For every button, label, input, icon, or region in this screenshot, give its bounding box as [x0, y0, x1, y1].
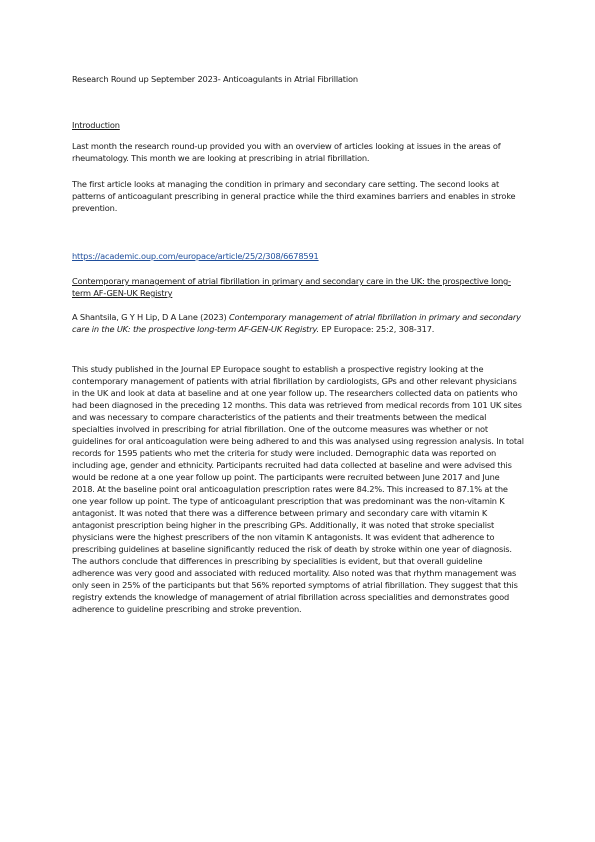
article-link[interactable]: [72, 250, 524, 262]
citation-authors: A Shantsila, G Y H Lip, D A Lane (2023): [72, 312, 227, 322]
article-url-link[interactable]: https://academic.oup.com/europace/article/25/2/308/6678591: [72, 251, 319, 261]
article-heading: Contemporary management of atrial fibrillation in primary and secondary care in the UK: the prospective long-term AF-GEN-UK Registry: [72, 276, 511, 298]
article-summary: This study published in the Journal EP Europace sought to establish a prospective registry looking at the contemporary management of patients with atrial fibrillation by cardiologists, GPs and other relevant physicians in the UK and look at data at baseline and at one year follow up. The researchers collected data on patients who had been diagnosed in the preceding 12 months. This data was retrieved from medical records from 101 UK sites and was necessary to compare characteristics of the patients and their treatments between the medical specialties involved in prescribing for atrial fibrillation. One of the outcome measures was whether or not guidelines for oral anticoagulation were being adhered to and this was analysed using regression analysis. In total records for 1595 patients who met the criteria for study were included. Demographic data was reported on including age, gender and ethnicity. Participants recruited had data collected at baseline and were advised this would be redone at a one year follow up point. The participants were recruited between June 2017 and June 2018. At the baseline point oral anticoagulation prescription rates were 84.2%. This increased to 87.1% at the one year follow up point. The type of anticoagulant prescription that was predominant was the non-vitamin K antagonist. It was noted that there was a difference between primary and secondary care with vitamin K antagonist prescription being higher in the prescribing GPs. Additionally, it was noted that stroke specialist physicians were the highest prescribers of the non vitamin K antagonists. It was evident that adherence to prescribing guidelines at baseline significantly reduced the risk of death by stroke within one year of diagnosis. The authors conclude that differences in prescribing by specialities is evident, but that overall guideline adherence was very good and associated with reduced mortality. Also noted was that rhythm management was only seen in 25% of the participants but that 56% reported symptoms of atrial fibrillation. They suggest that this registry extends the knowledge of management of atrial fibrillation across specialities and demonstrates good adherence to guideline prescribing and stroke prevention.: [72, 364, 524, 614]
citation-title: Contemporary management of atrial fibrillation in primary and secondary care in the UK: the prospective long-term AF-GEN-UK Registry.: [72, 312, 521, 334]
introduction-paragraph-2: The first article looks at managing the condition in primary and secondary care setting. The second looks at patterns of anticoagulant prescribing in general practice while the third examines barriers and enables in stroke prevention.: [72, 179, 516, 213]
article-citation: [72, 311, 524, 335]
introduction-heading: Introduction: [72, 120, 120, 130]
document-title: Research Round up September 2023- Anticoagulants in Atrial Fibrillation: [72, 74, 358, 84]
introduction-paragraph-1: Last month the research round-up provided you with an overview of articles looking at issues in the areas of rheumatology. This month we are looking at prescribing in atrial fibrillation.: [72, 141, 501, 163]
citation-source: EP Europace: 25:2, 308-317.: [321, 324, 435, 334]
